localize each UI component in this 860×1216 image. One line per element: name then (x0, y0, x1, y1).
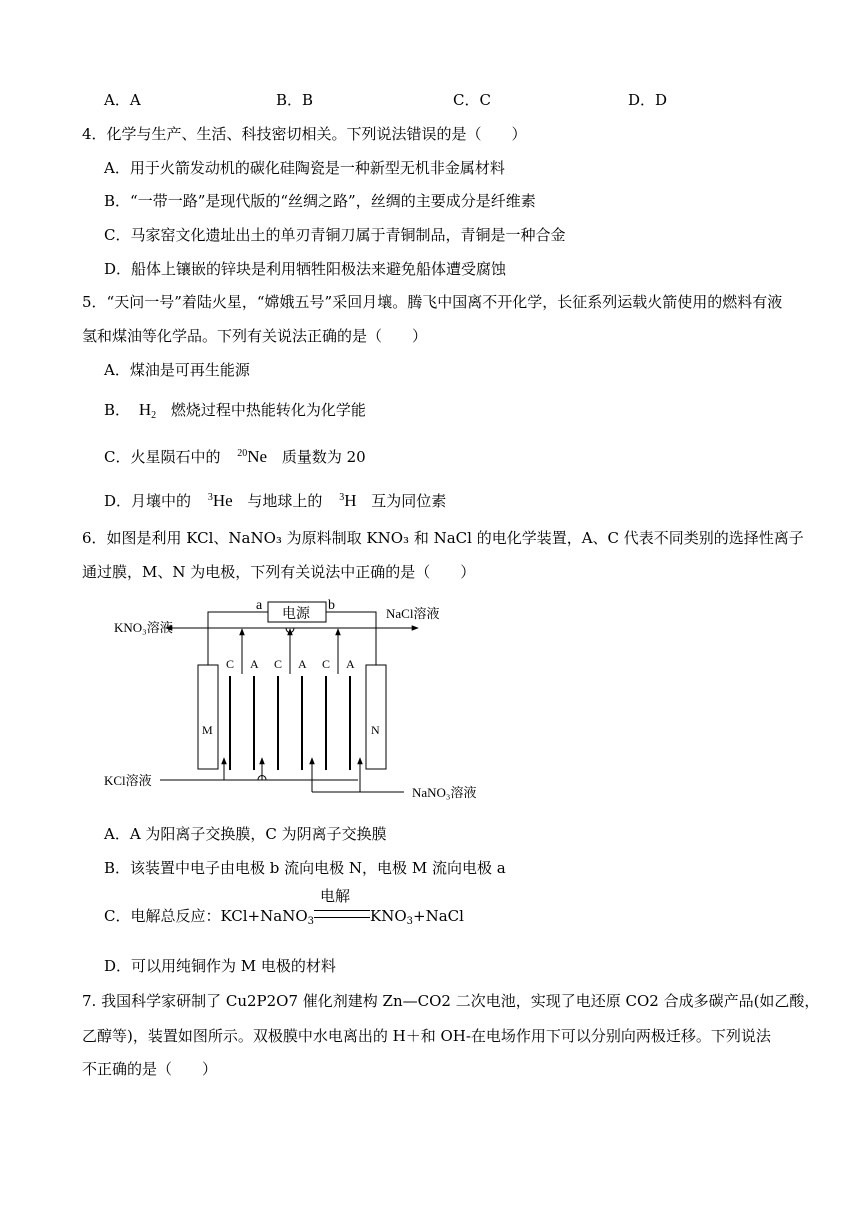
q5-option-d-mid: 与地球上的 (247, 492, 323, 510)
q5-option-b-h2 (139, 400, 156, 419)
q7-stem-line2: 乙醇等)，装置如图所示。双极膜中水电离出的 H＋和 OH-在电场作用下可以分别向两极迁移。下列说法 (82, 1027, 771, 1045)
q6-option-c (104, 887, 464, 932)
q5-option-c-prefix: C．火星陨石中的 (104, 448, 221, 466)
outlet-nacl-label: NaCl溶液 (386, 606, 440, 621)
q6-option-c-product: KNO (370, 907, 407, 925)
q6-option-c-prefix: C．电解总反应：KCl+NaNO (104, 907, 308, 925)
q6-stem-line2: 通过膜，M、N 为电极，下列有关说法中正确的是（ ） (82, 563, 476, 581)
q5-option-c-mass: 20 (237, 448, 248, 459)
q3-option-a: A．A (104, 91, 141, 109)
electrolysis-diagram (100, 594, 500, 810)
q4-option-a: A．用于火箭发动机的碳化硅陶瓷是一种新型无机非金属材料 (104, 159, 505, 177)
terminal-a-label: a (256, 598, 263, 613)
q5-option-b-sub: 2 (151, 410, 157, 421)
q6-option-d: D．可以用纯铜作为 M 电极的材料 (104, 957, 336, 975)
reaction-condition-label: 电解 (320, 887, 351, 905)
q3-option-c: C．C (453, 91, 491, 109)
q5-option-c-text: 质量数为 20 (281, 448, 366, 466)
q5-option-b-prefix: B． (104, 401, 131, 419)
q5-option-d-text: 互为同位素 (371, 492, 447, 510)
q5-option-b-h: H (138, 400, 152, 419)
outlet-kno3-label: KNO₃溶液 (114, 620, 173, 635)
q3-option-d: D．D (628, 91, 668, 109)
inlet-kcl-label: KCl溶液 (104, 773, 152, 788)
q5-option-a: A．煤油是可再生能源 (104, 361, 250, 379)
q5-option-d-mass1: 3 (207, 492, 213, 503)
equals-sign (314, 910, 370, 918)
q5-option-b (104, 400, 366, 426)
q5-option-c-symbol: Ne (247, 447, 268, 466)
q7-stem-line1: 7. 我国科学家研制了 Cu2P2O7 催化剂建构 Zn—CO2 二次电池，实现了电还原 CO2 合成多碳产品(如乙酸， (82, 992, 820, 1010)
membrane-label-3: C (274, 657, 283, 671)
q5-option-d-nuclide1 (208, 491, 233, 510)
power-label: 电源 (282, 607, 310, 622)
q5-option-c-nuclide (237, 447, 267, 466)
membrane-label-1: C (226, 657, 235, 671)
q4-option-b: B．“一带一路”是现代版的“丝绸之路”，丝绸的主要成分是纤维素 (104, 192, 536, 210)
inlet-nano3-label: NaNO₃溶液 (412, 785, 477, 800)
membrane-label-5: C (322, 657, 331, 671)
membrane-label-6: A (346, 657, 355, 671)
membrane-label-4: A (298, 657, 307, 671)
q6-option-a: A．A 为阳离子交换膜，C 为阴离子交换膜 (104, 825, 387, 843)
membrane-label-2: A (250, 657, 259, 671)
q5-option-d-symbol2: H (344, 491, 357, 510)
q6-stem-line1: 6．如图是利用 KCl、NaNO₃ 为原料制取 KNO₃ 和 NaCl 的电化学装置，A、C 代表不同类别的选择性离子 (82, 529, 804, 547)
q4-option-d: D．船体上镶嵌的锌块是利用牺牲阳极法来避免船体遭受腐蚀 (104, 260, 507, 278)
q5-stem-line2: 氢和煤油等化学品。下列有关说法正确的是（ ） (82, 327, 428, 345)
q5-option-d-symbol1: He (212, 491, 233, 510)
electrode-m (198, 665, 218, 769)
electrode-m-label: M (202, 723, 213, 737)
q6-option-c-tail: +NaCl (413, 907, 464, 925)
q4-stem: 4．化学与生产、生活、科技密切相关。下列说法错误的是（ ） (82, 125, 527, 143)
reaction-condition (314, 887, 370, 926)
terminal-b-label: b (328, 598, 335, 613)
q5-option-d-nuclide2 (339, 491, 356, 510)
q5-option-b-text: 燃烧过程中热能转化为化学能 (170, 401, 366, 419)
q5-option-d-mass2: 3 (339, 492, 345, 503)
q7-stem-line3: 不正确的是（ ） (82, 1060, 218, 1078)
q3-option-b: B．B (276, 91, 314, 109)
q5-option-d (104, 488, 446, 511)
q4-option-c: C．马家窑文化遗址出土的单刃青铜刀属于青铜制品，青铜是一种合金 (104, 226, 566, 244)
q6-option-c-sub: 3 (307, 916, 314, 927)
wire-left (208, 612, 268, 665)
q5-stem-line1: 5．“天问一号”着陆火星，“嫦娥五号”采回月壤。腾飞中国离不开化学，长征系列运载火箭使用的燃料有液 (82, 293, 783, 311)
electrode-n-label: N (371, 723, 380, 737)
q5-option-c (104, 444, 366, 467)
q6-option-b: B．该装置中电子由电极 b 流向电极 N，电极 M 流向电极 a (104, 859, 506, 877)
electrode-n (366, 665, 386, 769)
q6-option-c-sub2: 3 (406, 916, 414, 927)
q5-option-d-prefix: D．月壤中的 (104, 492, 192, 510)
